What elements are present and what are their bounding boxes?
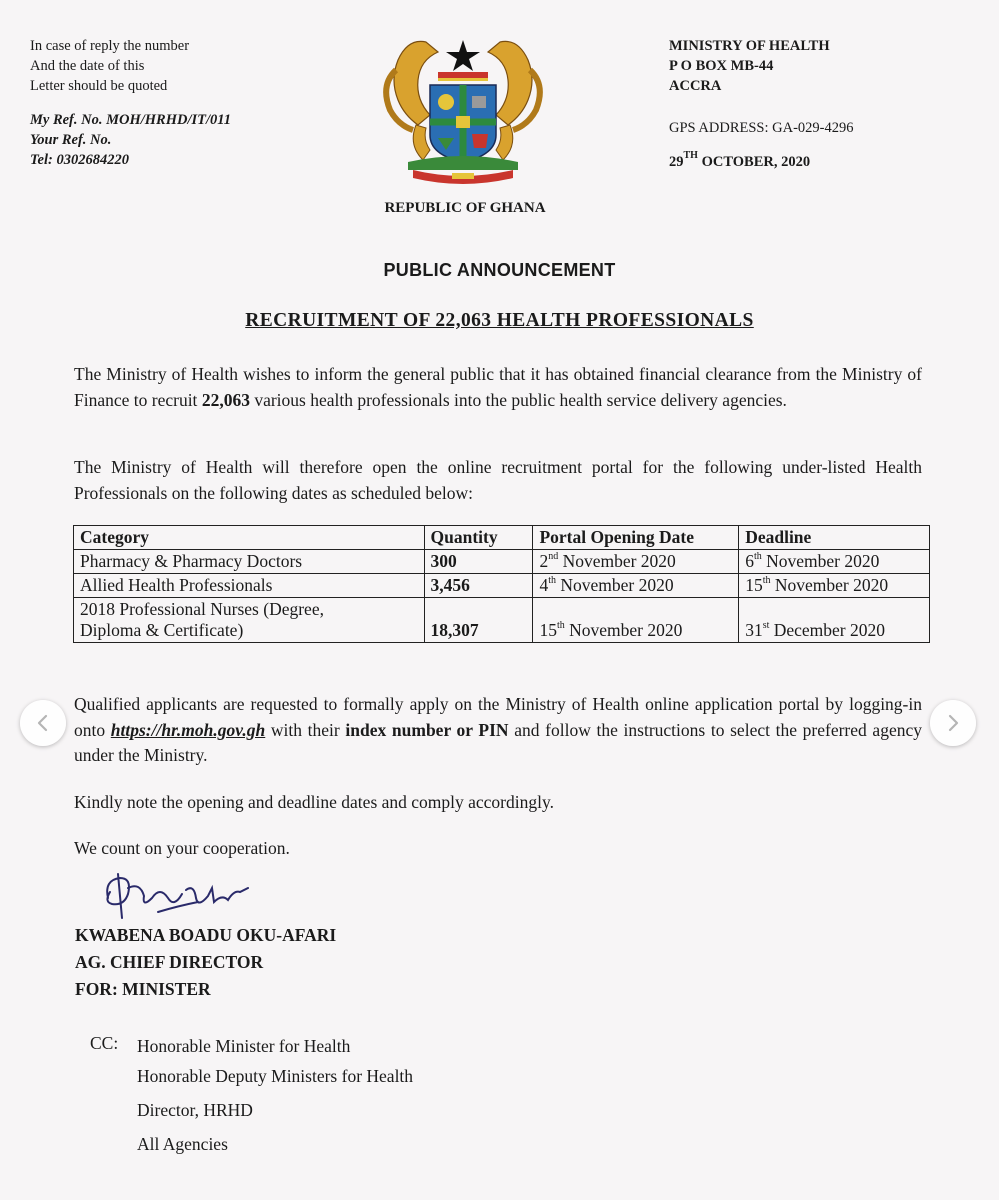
header-category: Category	[74, 526, 425, 550]
reply-instructions	[30, 36, 231, 170]
quantity-cell: 3,456	[424, 574, 533, 598]
opening-date-cell: 2nd November 2020	[533, 550, 739, 574]
letter-date: 29TH OCTOBER, 2020	[669, 150, 811, 170]
cc-recipient: Honorable Minister for Health	[137, 1036, 351, 1056]
gps-address: GPS ADDRESS: GA-029-4296	[669, 120, 854, 136]
signatory-name: KWABENA BOADU OKU-AFARI	[75, 925, 337, 945]
opening-date-cell: 4th November 2020	[533, 574, 739, 598]
chevron-left-icon	[32, 712, 54, 734]
reply-line-3: Letter should be quoted	[30, 78, 168, 94]
cc-recipient: Director, HRHD	[137, 1100, 253, 1120]
telephone: Tel: 0302684220	[30, 152, 129, 168]
table-row	[74, 550, 930, 574]
city: ACCRA	[669, 78, 722, 94]
table-row	[74, 598, 930, 643]
opening-date-cell: 15th November 2020	[533, 598, 739, 643]
table-header-row	[74, 526, 930, 550]
crest-caption: REPUBLIC OF GHANA	[384, 200, 546, 216]
cc-list	[137, 1033, 413, 1161]
ghana-coat-of-arms	[368, 30, 558, 190]
po-box: P O BOX MB-44	[669, 58, 774, 74]
ministry-name: MINISTRY OF HEALTH	[669, 38, 830, 54]
quantity-cell: 18,307	[424, 598, 533, 643]
deadline-cell: 6th November 2020	[739, 550, 930, 574]
announcement-title: PUBLIC ANNOUNCEMENT	[383, 260, 616, 280]
my-ref: My Ref. No. MOH/HRHD/IT/011	[30, 112, 231, 128]
signatory-on-behalf: FOR: MINISTER	[75, 979, 211, 999]
header-deadline: Deadline	[739, 526, 930, 550]
schedule-paragraph: The Ministry of Health will therefore open the online recruitment portal for the following under-listed Health Professionals on the following dates as scheduled below:	[74, 457, 922, 503]
deadline-cell: 15th November 2020	[739, 574, 930, 598]
cc-label: CC:	[90, 1033, 119, 1053]
chevron-right-icon	[942, 712, 964, 734]
portal-link[interactable]: https://hr.moh.gov.gh	[110, 719, 266, 740]
cc-recipient: Honorable Deputy Ministers for Health	[137, 1066, 414, 1086]
deadline-cell: 31st December 2020	[739, 598, 930, 643]
deadline-note: Kindly note the opening and deadline dates and comply accordingly.	[74, 792, 554, 812]
reply-line-2: And the date of this	[30, 58, 145, 74]
category-cell: 2018 Professional Nurses (Degree, Diploma & Certificate)	[74, 598, 425, 643]
previous-image-button[interactable]	[20, 700, 66, 746]
signatory-role: AG. CHIEF DIRECTOR	[75, 952, 264, 972]
intro-paragraph: The Ministry of Health wishes to inform the general public that it has obtained financial clearance from the Ministry of Finance to recruit 22,063 various health professionals into the public health service delivery agencies.	[74, 364, 922, 410]
recruitment-schedule-table	[73, 525, 930, 643]
closing-line: We count on your cooperation.	[74, 838, 290, 858]
cc-recipient: All Agencies	[137, 1134, 228, 1154]
header-opening-date: Portal Opening Date	[533, 526, 739, 550]
signatory	[75, 922, 336, 1003]
handwritten-signature	[98, 868, 258, 926]
reply-line-1: In case of reply the number	[30, 38, 190, 54]
table-row	[74, 574, 930, 598]
subject-line: RECRUITMENT OF 22,063 HEALTH PROFESSIONALS	[245, 310, 754, 331]
quantity-cell: 300	[424, 550, 533, 574]
category-cell: Pharmacy & Pharmacy Doctors	[74, 550, 425, 574]
next-image-button[interactable]	[930, 700, 976, 746]
application-instructions: Qualified applicants are requested to formally apply on the Ministry of Health online application portal by logging-in onto https://hr.moh.gov.gh with their index number or PIN and follow the instructions to select the preferred agency under the Ministry.	[74, 694, 922, 765]
header-quantity: Quantity	[424, 526, 533, 550]
category-cell: Allied Health Professionals	[74, 574, 425, 598]
your-ref: Your Ref. No.	[30, 132, 112, 148]
sender-address	[669, 36, 854, 172]
